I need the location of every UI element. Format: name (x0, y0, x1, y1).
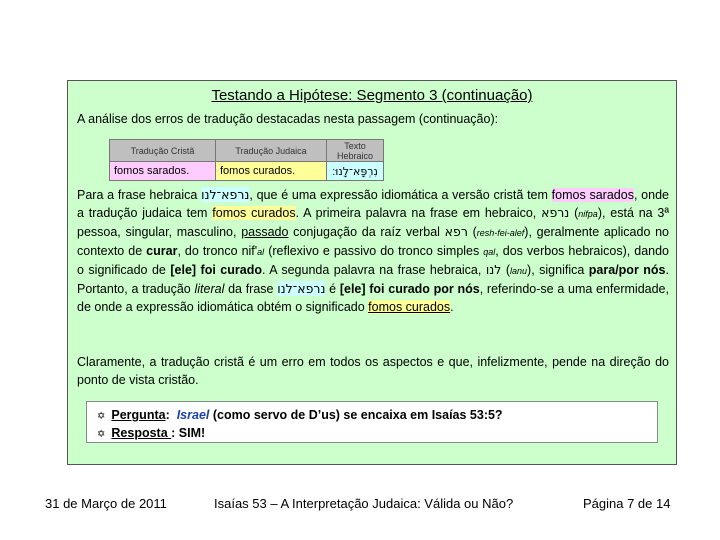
footer-title: Isaías 53 – A Interpretação Judaica: Válida ou Não? (214, 496, 514, 511)
text-run: ( (501, 263, 511, 277)
analysis-paragraph (77, 186, 669, 316)
header-christian: Tradução Cristã (110, 140, 216, 162)
text-run: é (325, 282, 340, 296)
question-text: (como servo de D’us) se encaixa em Isaías 53:5? (209, 408, 503, 422)
text-run: ( (569, 206, 579, 220)
cell-christian: fomos sarados. (110, 162, 216, 181)
israel-text: Israel (176, 408, 210, 422)
text-run: , referindo-se a uma enfermidade, de onde a expressão idiomática obtém o significado (77, 282, 669, 314)
italic-text: literal (194, 282, 225, 296)
slide-title: Testando a Hipótese: Segmento 3 (continuação) (211, 87, 533, 104)
text-run: , dos verbos hebraicos), dando o significado de (77, 244, 670, 277)
text-run: ( (467, 225, 477, 239)
text-run: , do tronco nif' (177, 244, 258, 258)
text-run: ), geralmente aplicado no contexto de (77, 225, 670, 258)
passado-text: passado (241, 225, 289, 239)
hebrew-phrase: נרפא־לנו (277, 281, 326, 296)
text-run: . A segunda palavra na frase hebraica, (261, 263, 486, 277)
content-box (67, 80, 677, 465)
answer-label: Resposta (111, 426, 172, 440)
footer-date: 31 de Março de 2011 (45, 496, 167, 511)
table-row (110, 162, 384, 181)
jewish-highlight: fomos curados (368, 300, 451, 314)
text-run: . A primeira palavra na frase em hebraico, (295, 206, 542, 220)
text-run: ), significa (527, 263, 589, 277)
question-line (97, 407, 647, 425)
text-run: conjugação da raíz verbal (288, 225, 445, 239)
bold-text: para/por nós (588, 263, 666, 277)
hebrew-word: לנו (485, 262, 502, 277)
question-label: Pergunta (111, 408, 166, 422)
hebrew-word: נרפא (541, 205, 570, 220)
question-colon: : (165, 408, 170, 422)
text-run: , que é uma expressão idiomática a versão cristã tem (249, 188, 552, 202)
star-of-david-icon: ✡ (97, 429, 106, 440)
bold-text: [ele] foi curado (170, 263, 262, 277)
table-header-row (110, 140, 384, 162)
conclusion-paragraph: Claramente, a tradução cristã é um erro em todos os aspectos e que, infelizmente, pende na direção do ponto de vista cristão. (77, 355, 669, 387)
cell-jewish: fomos curados. (216, 162, 327, 181)
answer-text: SIM! (175, 426, 206, 440)
text-run: . Portanto, a tradução (77, 263, 669, 296)
text-run: ), está na 3ª pessoa, singular, masculino, (77, 206, 669, 239)
answer-colon: : (171, 426, 176, 440)
christian-highlight: fomos sarados (551, 188, 634, 202)
text-run: da frase (224, 282, 278, 296)
cell-hebrew: נִרְפָּא־לָנוּ׃ (327, 162, 384, 181)
bold-text: curar (146, 244, 178, 258)
text-run: Para a frase hebraica (77, 188, 202, 202)
hebrew-phrase: נרפא־לנו (201, 187, 250, 202)
header-jewish: Tradução Judaica (216, 140, 327, 162)
transliteration: resh-fei-alef (476, 228, 525, 238)
transliteration: qal (483, 247, 496, 257)
star-of-david-icon: ✡ (97, 411, 106, 422)
question-box (86, 401, 658, 443)
text-run: . (450, 300, 454, 314)
hebrew-root: רפא (444, 224, 468, 239)
bold-text: [ele] foi curado por nós (339, 282, 480, 296)
transliteration: nifpa (578, 209, 598, 219)
transliteration: al (257, 247, 265, 257)
header-hebrew: Texto Hebraico (327, 140, 384, 162)
answer-line (97, 425, 647, 443)
footer-page: Página 7 de 14 (583, 496, 671, 511)
text-run: , onde a tradução judaica tem (77, 188, 669, 220)
transliteration: lanu (510, 266, 528, 276)
translation-table (109, 139, 384, 181)
jewish-highlight: fomos curados (212, 206, 296, 220)
intro-text: A análise dos erros de tradução destacadas nesta passagem (continuação): (77, 112, 499, 126)
text-run: (reflexivo e passivo do tronco simples (264, 244, 484, 258)
